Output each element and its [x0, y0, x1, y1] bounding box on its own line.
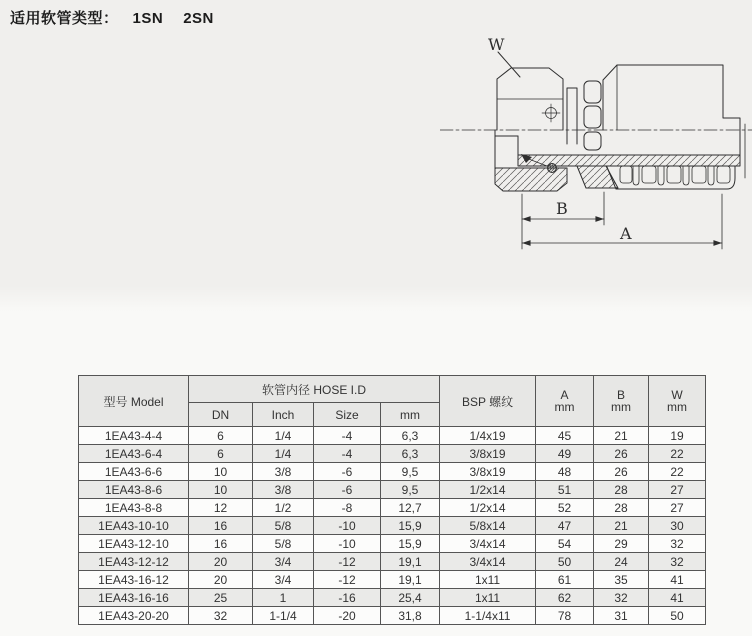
hose-type-1sn: 1SN [132, 10, 164, 27]
table-row [79, 571, 706, 589]
cell-size: -20 [314, 607, 381, 625]
cell-inch: 1/4 [253, 427, 314, 445]
center-mark-icon [542, 104, 560, 122]
cell-w-mm: 30 [649, 517, 706, 535]
cell-size: -6 [314, 463, 381, 481]
cell-dn: 10 [189, 481, 253, 499]
spec-table [78, 375, 706, 625]
cell-w-mm: 27 [649, 499, 706, 517]
table-row [79, 427, 706, 445]
cell-dn: 6 [189, 445, 253, 463]
cell-dn: 12 [189, 499, 253, 517]
cell-dn: 32 [189, 607, 253, 625]
table-row [79, 607, 706, 625]
cell-bsp: 3/8x19 [440, 463, 536, 481]
cell-dn: 16 [189, 517, 253, 535]
col-header-bsp: BSP 螺纹 [440, 376, 536, 427]
table-row [79, 499, 706, 517]
spec-table-header [79, 376, 706, 427]
cell-bsp: 3/4x14 [440, 553, 536, 571]
cell-size: -8 [314, 499, 381, 517]
col-header-size: Size [314, 403, 381, 427]
applicable-hose-label: 适用软管类型： [10, 10, 119, 27]
cell-b-mm: 28 [594, 481, 649, 499]
cell-w-mm: 32 [649, 535, 706, 553]
cell-mm: 12,7 [381, 499, 440, 517]
collar [567, 88, 577, 144]
cell-bsp: 3/8x19 [440, 445, 536, 463]
cell-b-mm: 32 [594, 589, 649, 607]
cell-dn: 25 [189, 589, 253, 607]
table-row [79, 589, 706, 607]
cell-model: 1EA43-16-12 [79, 571, 189, 589]
col-header-dn: DN [189, 403, 253, 427]
ferrule-skirt-section [577, 166, 618, 188]
cell-size: -12 [314, 571, 381, 589]
table-row [79, 463, 706, 481]
cell-model: 1EA43-20-20 [79, 607, 189, 625]
cell-bsp: 1/2x14 [440, 481, 536, 499]
cell-w-mm: 32 [649, 553, 706, 571]
cell-w-mm: 27 [649, 481, 706, 499]
cell-b-mm: 26 [594, 463, 649, 481]
cell-mm: 25,4 [381, 589, 440, 607]
cell-model: 1EA43-12-12 [79, 553, 189, 571]
crimp-fingers [607, 166, 735, 189]
cell-bsp: 1x11 [440, 589, 536, 607]
table-row [79, 445, 706, 463]
cell-w-mm: 50 [649, 607, 706, 625]
col-header-mm: mm [381, 403, 440, 427]
cell-inch: 3/4 [253, 553, 314, 571]
cell-w-mm: 41 [649, 589, 706, 607]
applicable-hose-types [10, 7, 214, 28]
cell-model: 1EA43-6-4 [79, 445, 189, 463]
cell-a-mm: 47 [536, 517, 594, 535]
cell-model: 1EA43-10-10 [79, 517, 189, 535]
col-header-model: 型号 Model [79, 376, 189, 427]
cell-dn: 10 [189, 463, 253, 481]
cell-a-mm: 51 [536, 481, 594, 499]
cell-bsp: 1-1/4x11 [440, 607, 536, 625]
col-header-b: B mm [594, 376, 649, 427]
table-row [79, 535, 706, 553]
table-row [79, 481, 706, 499]
fitting-technical-drawing [440, 28, 752, 256]
cell-a-mm: 49 [536, 445, 594, 463]
cell-dn: 16 [189, 535, 253, 553]
cell-a-mm: 62 [536, 589, 594, 607]
ferrule [584, 81, 601, 150]
cell-inch: 1/4 [253, 445, 314, 463]
cell-bsp: 1x11 [440, 571, 536, 589]
col-header-hose-id-group: 软管内径 HOSE I.D [189, 376, 440, 403]
cell-w-mm: 19 [649, 427, 706, 445]
cell-model: 1EA43-8-6 [79, 481, 189, 499]
dim-label-a: A [620, 224, 632, 243]
cell-bsp: 1/2x14 [440, 499, 536, 517]
cell-inch: 1-1/4 [253, 607, 314, 625]
cell-dn: 20 [189, 553, 253, 571]
cell-model: 1EA43-4-4 [79, 427, 189, 445]
cell-mm: 15,9 [381, 535, 440, 553]
cell-inch: 5/8 [253, 517, 314, 535]
cell-size: -12 [314, 553, 381, 571]
dim-label-b: B [556, 199, 568, 218]
cell-size: -16 [314, 589, 381, 607]
col-header-inch: Inch [253, 403, 314, 427]
cell-a-mm: 52 [536, 499, 594, 517]
cell-dn: 20 [189, 571, 253, 589]
cell-inch: 1 [253, 589, 314, 607]
cell-b-mm: 21 [594, 517, 649, 535]
cell-a-mm: 78 [536, 607, 594, 625]
cell-bsp: 1/4x19 [440, 427, 536, 445]
cell-inch: 3/8 [253, 481, 314, 499]
cell-b-mm: 28 [594, 499, 649, 517]
cell-mm: 9,5 [381, 463, 440, 481]
cell-mm: 6,3 [381, 427, 440, 445]
cell-mm: 9,5 [381, 481, 440, 499]
cell-mm: 6,3 [381, 445, 440, 463]
section-view [495, 124, 745, 191]
cell-a-mm: 61 [536, 571, 594, 589]
cell-size: -4 [314, 445, 381, 463]
spec-table-body [79, 427, 706, 625]
cell-a-mm: 45 [536, 427, 594, 445]
cell-b-mm: 31 [594, 607, 649, 625]
cell-inch: 5/8 [253, 535, 314, 553]
cell-mm: 19,1 [381, 553, 440, 571]
cell-a-mm: 50 [536, 553, 594, 571]
hose-type-2sn: 2SN [183, 10, 214, 27]
cell-model: 1EA43-6-6 [79, 463, 189, 481]
table-row [79, 517, 706, 535]
cell-b-mm: 35 [594, 571, 649, 589]
cell-model: 1EA43-8-8 [79, 499, 189, 517]
cell-inch: 1/2 [253, 499, 314, 517]
cell-size: -10 [314, 535, 381, 553]
cell-size: -4 [314, 427, 381, 445]
cell-model: 1EA43-12-10 [79, 535, 189, 553]
cell-mm: 19,1 [381, 571, 440, 589]
cell-a-mm: 48 [536, 463, 594, 481]
crimp-shell [603, 65, 740, 155]
cell-inch: 3/8 [253, 463, 314, 481]
cell-b-mm: 21 [594, 427, 649, 445]
dim-label-w: W [488, 35, 505, 54]
cell-b-mm: 26 [594, 445, 649, 463]
cell-w-mm: 22 [649, 463, 706, 481]
cell-bsp: 3/4x14 [440, 535, 536, 553]
cell-size: -10 [314, 517, 381, 535]
cell-bsp: 5/8x14 [440, 517, 536, 535]
cell-b-mm: 24 [594, 553, 649, 571]
cell-a-mm: 54 [536, 535, 594, 553]
col-header-a: A mm [536, 376, 594, 427]
nut-section [495, 168, 567, 191]
cell-inch: 3/4 [253, 571, 314, 589]
cell-b-mm: 29 [594, 535, 649, 553]
cell-model: 1EA43-16-16 [79, 589, 189, 607]
hex-nut [497, 68, 563, 130]
cell-w-mm: 22 [649, 445, 706, 463]
cell-dn: 6 [189, 427, 253, 445]
table-row [79, 553, 706, 571]
cell-w-mm: 41 [649, 571, 706, 589]
col-header-w: W mm [649, 376, 706, 427]
cell-mm: 31,8 [381, 607, 440, 625]
cell-mm: 15,9 [381, 517, 440, 535]
cell-size: -6 [314, 481, 381, 499]
w-leader-line [498, 52, 520, 77]
